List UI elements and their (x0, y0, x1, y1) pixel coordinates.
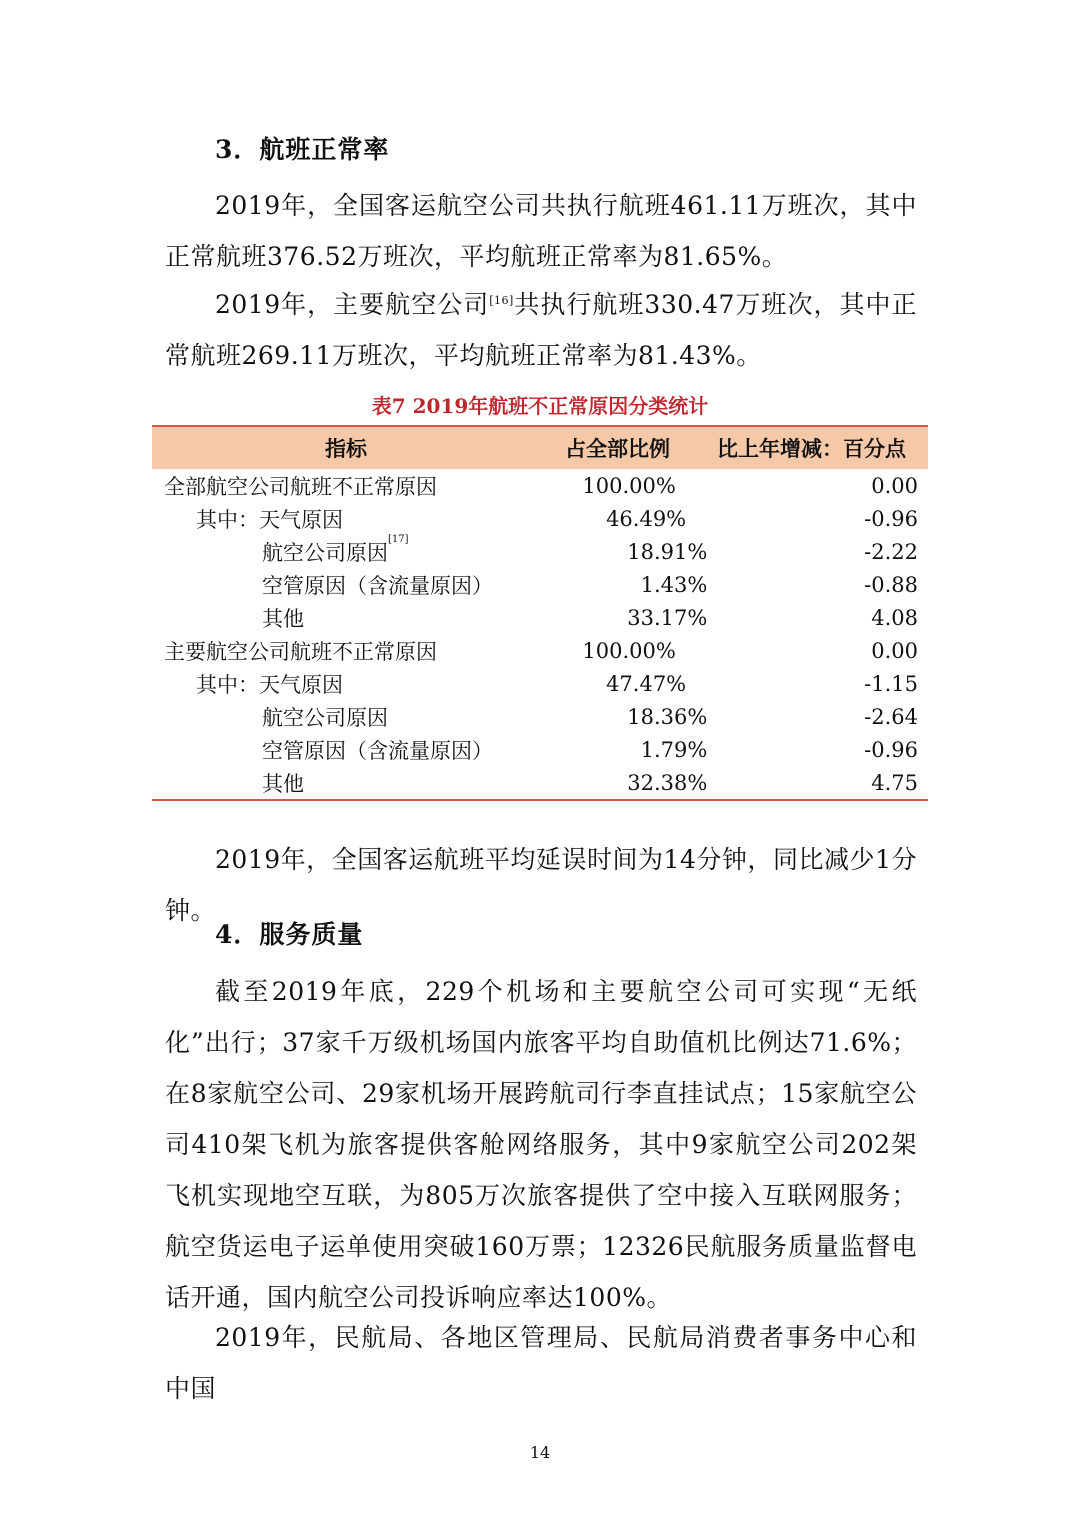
row-label (152, 570, 594, 600)
paragraph-text: 共执行航班330.47万班次，其中正常航班269.11万班次，平均航班正常率为81.43%。 (165, 290, 917, 370)
row-change-value: -2.64 (864, 704, 918, 729)
row-share-value: 1.43% (640, 572, 708, 597)
table-body (152, 469, 928, 801)
row-label (152, 471, 546, 501)
row-label-text: 航空公司原因 (262, 540, 388, 565)
table-row (152, 568, 928, 601)
section-4-paragraph-2: 2019年，民航局、各地区管理局、民航局消费者事务中心和中国 (165, 1323, 917, 1403)
row-label (152, 603, 594, 633)
table-row (152, 766, 928, 801)
row-label (152, 504, 562, 534)
footnote-ref[interactable]: [17] (388, 533, 409, 545)
row-label-text: 航空公司原因 (262, 705, 388, 730)
table-row (152, 601, 928, 634)
row-change-value: -0.96 (864, 737, 918, 762)
table-row (152, 733, 928, 766)
table-row (152, 700, 928, 733)
page-number: 14 (529, 1443, 551, 1462)
column-header-change: 比上年增减：百分点 (717, 436, 906, 461)
row-label-text: 主要航空公司航班不正常原因 (164, 639, 437, 664)
row-share-value: 47.47% (606, 671, 687, 696)
row-share-value: 100.00% (582, 473, 676, 498)
row-share-value: 18.91% (627, 539, 708, 564)
row-change-value: -2.22 (864, 539, 918, 564)
row-label (152, 735, 594, 765)
row-label-text: 全部航空公司航班不正常原因 (164, 474, 437, 499)
table-row (152, 535, 928, 568)
row-label (152, 669, 562, 699)
row-share-value: 32.38% (627, 770, 708, 795)
section-3-heading: 3．航班正常率 (215, 135, 390, 164)
table-row (152, 634, 928, 667)
row-change-value: -0.96 (864, 506, 919, 531)
row-label-text: 其中：天气原因 (196, 507, 343, 532)
delay-causes-table (152, 425, 928, 801)
paragraph-text: 2019年，主要航空公司 (215, 290, 490, 319)
table-header (152, 425, 928, 469)
column-header-indicator: 指标 (325, 436, 367, 461)
row-label-text: 空管原因（含流量原因） (262, 738, 493, 763)
row-change-value: 0.00 (871, 638, 918, 663)
row-share-value: 1.79% (640, 737, 708, 762)
row-label (152, 768, 594, 798)
row-label-text: 空管原因（含流量原因） (262, 573, 493, 598)
footnote-ref[interactable]: [16] (489, 294, 514, 307)
table-caption: 表7 2019年航班不正常原因分类统计 (371, 394, 709, 418)
row-label (152, 702, 594, 732)
row-label (152, 636, 546, 666)
row-change-value: -0.88 (864, 572, 918, 597)
row-change-value: 4.75 (871, 770, 918, 795)
table-row (152, 469, 928, 502)
row-label (152, 533, 594, 567)
row-change-value: 4.08 (871, 605, 918, 630)
table-row (152, 667, 928, 700)
row-label-text: 其他 (262, 771, 304, 796)
row-share-value: 100.00% (582, 638, 676, 663)
section-4-paragraph-1: 截至2019年底，229个机场和主要航空公司可实现“无纸化”出行；37家千万级机场国内旅客平均自助值机比例达71.6%；在8家航空公司、29家机场开展跨航司行李直挂试点；15家航空公司410架飞机为旅客提供客舱网络服务，其中9家航空公司202架飞机实现地空互联，为805万次旅客提供了空中接入互联网服务；航空货运电子运单使用突破160万票；12326民航服务质量监督电话开通，国内航空公司投诉响应率达100%。 (165, 977, 917, 1312)
row-label-text: 其他 (262, 606, 304, 631)
row-change-value: 0.00 (871, 473, 918, 498)
row-change-value: -1.15 (864, 671, 919, 696)
row-label-text: 其中：天气原因 (196, 672, 343, 697)
section-3-paragraph-1: 2019年，全国客运航空公司共执行航班461.11万班次，其中正常航班376.52万班次，平均航班正常率为81.65%。 (165, 191, 917, 271)
row-share-value: 18.36% (627, 704, 708, 729)
table-row (152, 502, 928, 535)
section-4-heading: 4．服务质量 (215, 920, 364, 949)
column-header-share: 占全部比例 (565, 436, 670, 461)
row-share-value: 46.49% (606, 506, 687, 531)
row-share-value: 33.17% (627, 605, 708, 630)
section-3-paragraph-2 (165, 279, 917, 381)
delay-paragraph: 2019年，全国客运航班平均延误时间为14分钟，同比减少1分钟。 (165, 845, 917, 925)
